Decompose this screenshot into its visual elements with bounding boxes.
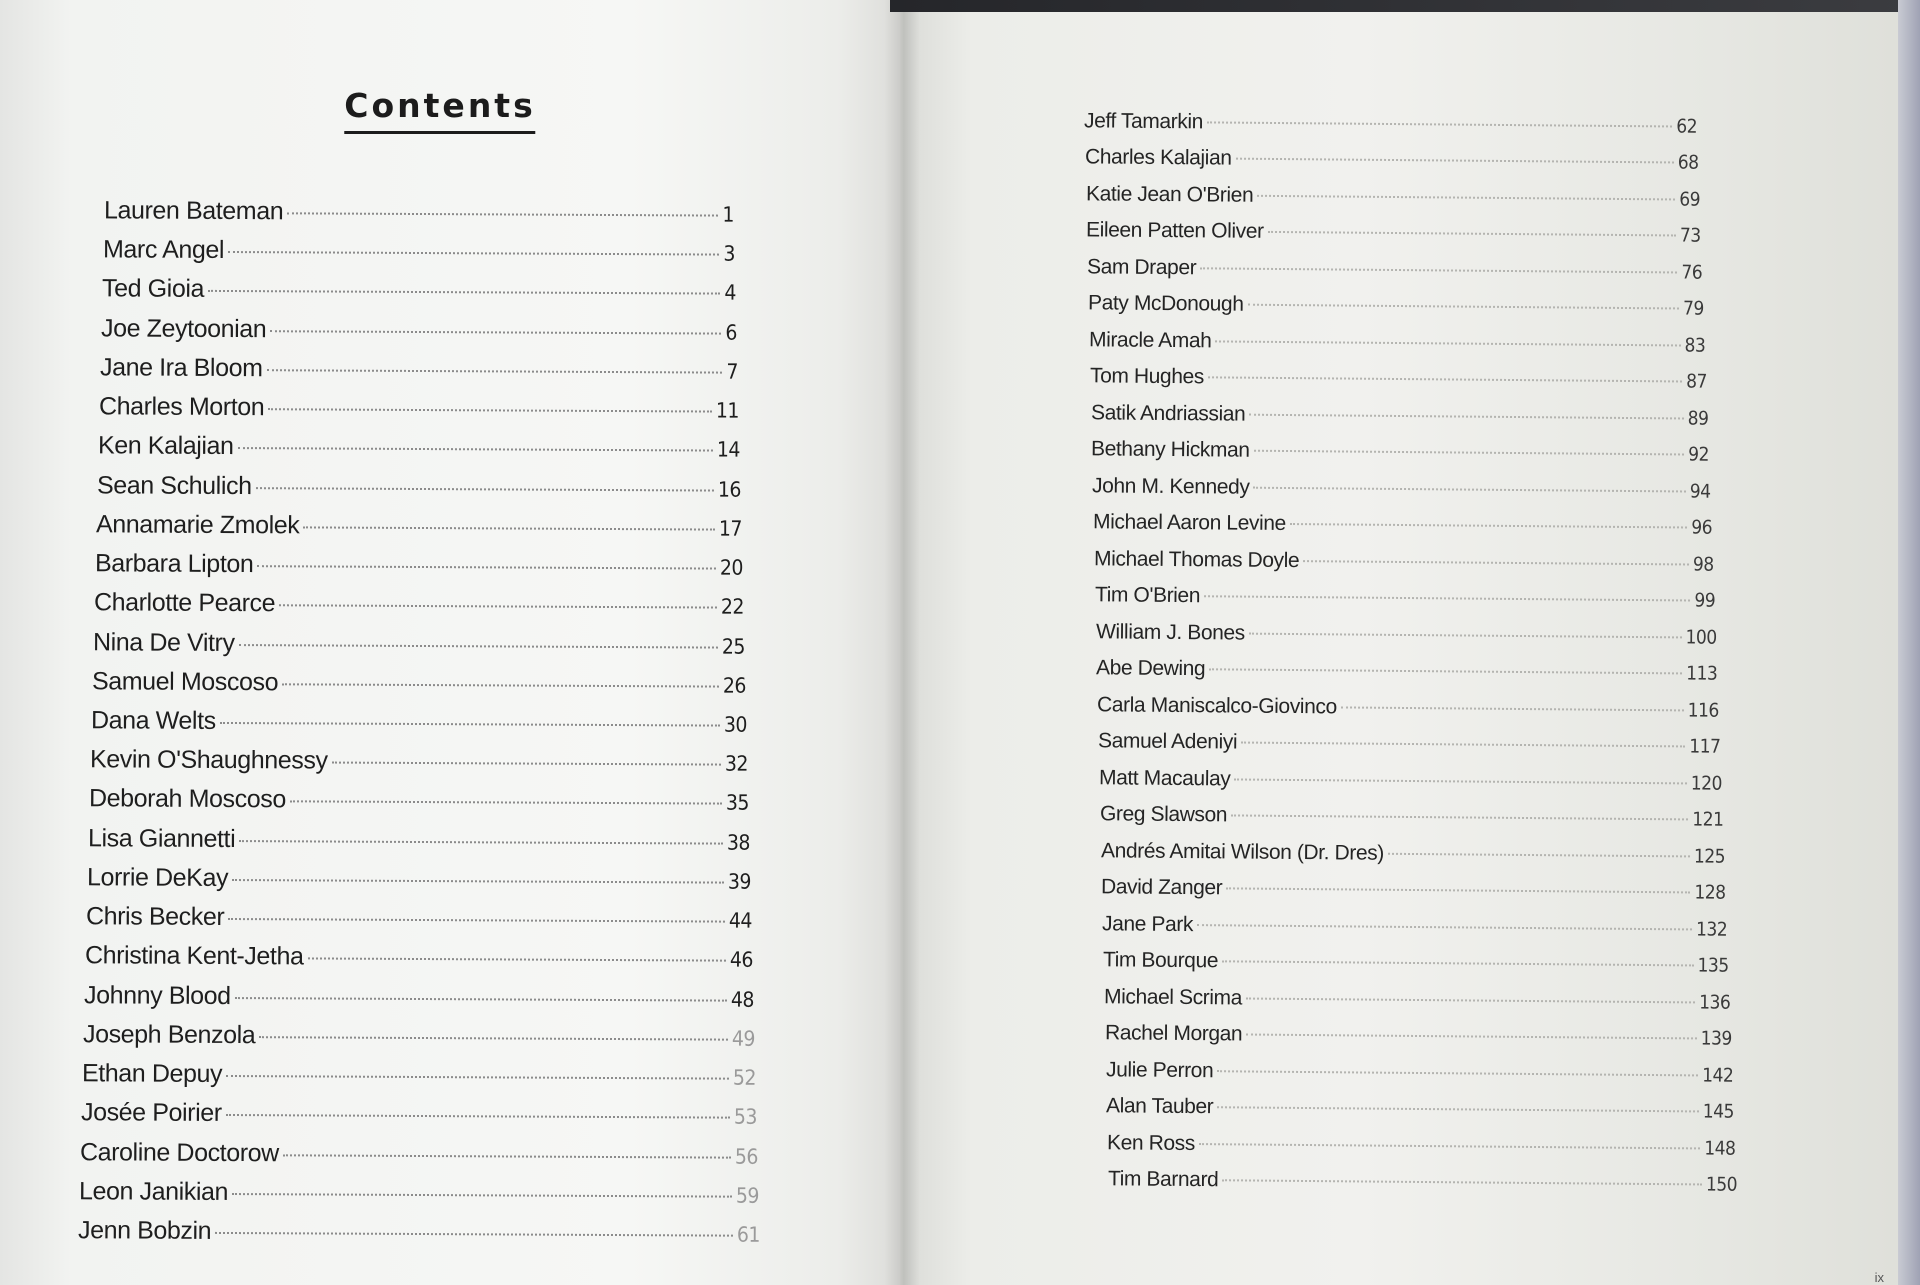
dot-leader [238,447,713,451]
entry-page-number: 7 [726,359,739,384]
entry-name: Matt Macaulay [1098,765,1231,791]
entry-name: Bethany Hickman [1091,437,1251,463]
toc-entry [89,785,749,818]
entry-name: Tim Barnard [1107,1167,1219,1192]
entry-name: Dana Welts [90,706,216,735]
entry-page-number: 1 [722,202,735,227]
toc-entry [1097,693,1719,728]
dot-leader [226,1075,729,1080]
entry-name: Lauren Bateman [103,196,284,226]
entry-page-number: 62 [1676,115,1698,138]
toc-entry [104,196,734,229]
toc-entry [1090,365,1707,400]
entry-page-number: 94 [1689,480,1711,503]
entry-name: Eileen Patten Oliver [1086,218,1265,244]
entry-page-number: 46 [729,948,754,973]
toc-entry [82,1059,756,1093]
toc-entry [1089,328,1706,363]
entry-page-number: 4 [724,281,737,306]
toc-entry [93,628,745,661]
entry-name: Carla Maniscalco-Giovinco [1097,693,1338,719]
toc-entry [100,353,738,386]
toc-entry [1085,146,1699,181]
entry-name: Sean Schulich [96,470,252,500]
entry-name: Jane Park [1102,911,1194,936]
toc-entry [1108,1167,1737,1202]
dot-leader [282,683,719,687]
dot-leader [287,212,718,216]
entry-name: David Zanger [1101,875,1223,900]
entry-name: Sam Draper [1087,255,1197,280]
dot-leader [1210,669,1683,675]
toc-entry [1107,1131,1736,1166]
entry-page-number: 113 [1686,662,1718,685]
entry-name: Charlotte Pearce [93,588,276,618]
entry-name: Katie Jean O'Brien [1085,182,1254,207]
dot-leader [215,1232,733,1237]
toc-entry [79,1177,759,1211]
entry-page-number: 69 [1678,188,1700,211]
toc-entry [80,1138,758,1172]
entry-name: Deborah Moscoso [88,784,286,814]
dot-leader [1241,742,1685,748]
toc-entry [99,392,739,425]
entry-name: Ken Kalajian [97,431,234,461]
dot-leader [1204,596,1690,602]
dot-leader [1268,231,1676,237]
entry-name: Samuel Adeniyi [1098,729,1238,754]
entry-page-number: 59 [735,1183,760,1208]
entry-page-number: 32 [724,751,749,776]
toc-entry [1099,766,1722,801]
dot-leader [268,408,712,412]
entry-page-number: 116 [1687,699,1720,722]
entry-name: Lisa Giannetti [87,823,236,853]
entry-page-number: 52 [732,1065,757,1090]
toc-entry [1090,401,1708,436]
page-edge [1898,0,1920,1285]
entry-page-number: 14 [716,437,741,463]
entry-page-number: 48 [730,987,755,1012]
entry-name: Josée Poirier [80,1098,222,1128]
entry-name: Nina De Vitry [92,627,235,657]
dot-leader [1207,121,1672,127]
left-page [0,0,900,1285]
dot-leader [1246,997,1695,1003]
entry-name: Paty McDonough [1088,291,1244,317]
toc-entry [86,902,752,935]
toc-entry [96,510,742,543]
entry-page-number: 17 [718,516,743,541]
contents-title: Contents [344,86,535,134]
entry-name: Joe Zeytoonian [100,314,267,343]
entry-name: Lorrie DeKay [86,863,229,892]
entry-name: Alan Tauber [1106,1094,1214,1119]
dot-leader [1231,815,1688,821]
entry-name: Ken Ross [1107,1130,1196,1155]
toc-entry [1095,620,1716,655]
entry-page-number: 89 [1687,407,1709,430]
entry-name: Annamarie Zmolek [95,510,300,540]
toc-entry [1088,292,1704,327]
entry-page-number: 38 [726,830,751,855]
toc-entry [88,824,750,857]
toc-entry [1105,1058,1733,1093]
dot-leader [239,644,718,649]
toc-entry [85,942,753,975]
dot-leader [228,251,719,256]
entry-name: Chris Becker [85,902,225,932]
dot-leader [1246,1034,1696,1040]
toc-entry [90,745,748,778]
toc-entry [1093,511,1712,546]
entry-name: John M. Kennedy [1092,474,1250,499]
dot-leader [1222,1179,1702,1185]
toc-entry [1100,839,1724,874]
entry-page-number: 3 [723,241,736,266]
entry-page-number: 79 [1683,297,1704,321]
entry-page-number: 96 [1691,516,1713,539]
dot-leader [1201,267,1678,273]
entry-page-number: 53 [733,1104,758,1130]
dot-leader [1235,158,1673,164]
toc-entry [94,589,744,622]
entry-name: Rachel Morgan [1104,1021,1243,1046]
entry-page-number: 35 [725,791,750,816]
entry-page-number: 6 [725,320,738,345]
entry-page-number: 73 [1680,224,1702,248]
entry-name: Jenn Bobzin [77,1216,212,1245]
entry-name: Michael Aaron Levine [1093,510,1287,536]
entry-page-number: 16 [717,477,742,502]
toc-entry [98,432,740,465]
dot-leader [303,526,715,530]
dot-leader [1197,924,1692,930]
entry-name: Satik Andriassian [1090,401,1246,426]
entry-page-number: 135 [1697,954,1729,977]
toc-entry [101,314,737,347]
entry-page-number: 49 [731,1026,756,1051]
toc-entry [1105,1021,1732,1056]
entry-name: Ted Gioia [101,274,205,304]
dot-leader [220,722,720,727]
dot-leader [226,1114,730,1119]
toc-entry [84,981,754,1015]
entry-page-number: 145 [1703,1100,1735,1123]
entry-page-number: 99 [1694,589,1716,612]
toc-entry [102,275,736,308]
dot-leader [1303,560,1689,565]
entry-name: Jeff Tamarkin [1083,109,1204,134]
entry-page-number: 98 [1692,553,1714,576]
entry-page-number: 150 [1705,1173,1738,1196]
toc-entry [97,471,741,504]
toc-entry [95,549,743,582]
dot-leader [1290,523,1688,528]
dot-leader [1248,632,1681,638]
dot-leader [1248,304,1680,310]
dot-leader [232,879,724,884]
dot-leader [1257,195,1675,201]
toc-entry [78,1216,760,1250]
dot-leader [208,290,720,295]
entry-page-number: 30 [723,712,748,737]
dot-leader [1217,1070,1698,1076]
entry-name: Marc Angel [102,235,225,265]
entry-name: Joseph Benzola [82,1020,256,1049]
entry-name: Andrés Amitai Wilson (Dr. Dres) [1100,838,1384,865]
toc-entry [1102,912,1727,947]
dot-leader [1227,887,1691,893]
toc-entry [1086,182,1700,217]
dot-leader [228,918,725,923]
entry-page-number: 100 [1685,626,1717,649]
toc-entry [1095,584,1715,619]
toc-entry [1086,219,1701,254]
dot-leader [283,1154,731,1158]
right-page [900,4,1920,1285]
entry-name: Charles Kalajian [1084,145,1232,171]
dot-leader [270,330,721,334]
entry-page-number: 139 [1700,1027,1732,1050]
toc-entry [1091,438,1709,473]
entry-page-number: 125 [1693,845,1725,868]
entry-page-number: 22 [720,594,745,619]
dot-leader [232,1193,732,1198]
entry-page-number: 39 [727,869,752,894]
dot-leader [1215,340,1680,346]
toc-entry [1094,547,1714,582]
dot-leader [308,958,726,962]
entry-page-number: 25 [721,634,746,659]
dot-leader [256,487,714,491]
entry-page-number: 68 [1677,151,1699,175]
entry-name: William J. Bones [1095,620,1245,645]
dot-leader [290,801,722,805]
entry-page-number: 121 [1691,808,1724,831]
toc-entry [1104,985,1730,1020]
entry-page-number: 11 [715,398,740,423]
dot-leader [1341,706,1684,711]
dot-leader [1199,1143,1700,1149]
entry-page-number: 26 [722,673,747,698]
dot-leader [1254,450,1685,456]
dot-leader [267,369,723,373]
entry-name: Caroline Doctorow [79,1137,279,1167]
entry-name: Julie Perron [1105,1057,1213,1082]
dot-leader [1249,414,1683,420]
toc-entry [83,1020,755,1054]
dot-leader [1254,487,1686,493]
entry-name: Jane Ira Bloom [99,353,263,383]
toc-entry [1084,109,1697,144]
entry-page-number: 76 [1681,261,1703,284]
background-edge [890,0,1920,12]
book-gutter [884,0,920,1285]
toc-entry [1100,802,1724,837]
toc-entry [1101,875,1726,910]
dot-leader [235,997,727,1002]
toc-entry [81,1099,757,1133]
toc-entry [1092,474,1711,509]
toc-entry [1087,255,1702,290]
entry-name: Christina Kent-Jetha [84,941,304,971]
entry-name: Johnny Blood [83,980,231,1010]
page-folio: ix [1874,1270,1884,1285]
dot-leader [259,1036,728,1040]
entry-name: Michael Scrima [1103,984,1242,1010]
dot-leader [279,605,717,609]
toc-entry [1096,657,1718,692]
toc-entry [103,236,735,269]
entry-page-number: 20 [719,555,744,580]
entry-name: Greg Slawson [1099,802,1227,827]
dot-leader [1234,778,1686,784]
dot-leader [1387,852,1689,857]
dot-leader [1218,1106,1699,1112]
toc-entry [91,706,747,739]
entry-page-number: 44 [728,908,753,933]
entry-name: Abe Dewing [1096,656,1206,681]
entry-page-number: 92 [1688,443,1710,467]
entry-name: Ethan Depuy [81,1059,223,1089]
entry-name: Tom Hughes [1089,364,1204,389]
entry-name: Samuel Moscoso [91,667,279,697]
entry-page-number: 136 [1698,991,1731,1014]
entry-name: Kevin O'Shaughnessy [89,745,328,775]
entry-name: Barbara Lipton [94,549,254,579]
toc-entry [1103,948,1729,983]
dot-leader [1208,377,1682,383]
dot-leader [1222,960,1694,966]
entry-page-number: 128 [1694,881,1727,904]
entry-name: Leon Janikian [78,1176,229,1206]
entry-page-number: 83 [1684,334,1706,357]
toc-entry [1106,1094,1734,1129]
entry-name: Michael Thomas Doyle [1093,547,1300,572]
entry-page-number: 148 [1704,1136,1736,1160]
entry-page-number: 120 [1690,772,1722,795]
entry-name: Tim O'Brien [1094,583,1200,608]
toc-entry [92,667,746,700]
toc-entry [1098,729,1721,764]
dot-leader [239,840,723,845]
dot-leader [257,565,716,569]
dot-leader [332,762,721,766]
entry-page-number: 61 [736,1222,761,1247]
entry-name: Tim Bourque [1102,948,1219,973]
entry-page-number: 142 [1701,1064,1733,1087]
entry-page-number: 56 [734,1144,759,1169]
entry-page-number: 87 [1685,370,1707,394]
entry-name: Miracle Amah [1088,328,1212,353]
toc-entry [87,863,751,896]
entry-page-number: 117 [1689,735,1721,758]
entry-page-number: 132 [1696,918,1728,941]
entry-name: Charles Morton [98,392,265,422]
